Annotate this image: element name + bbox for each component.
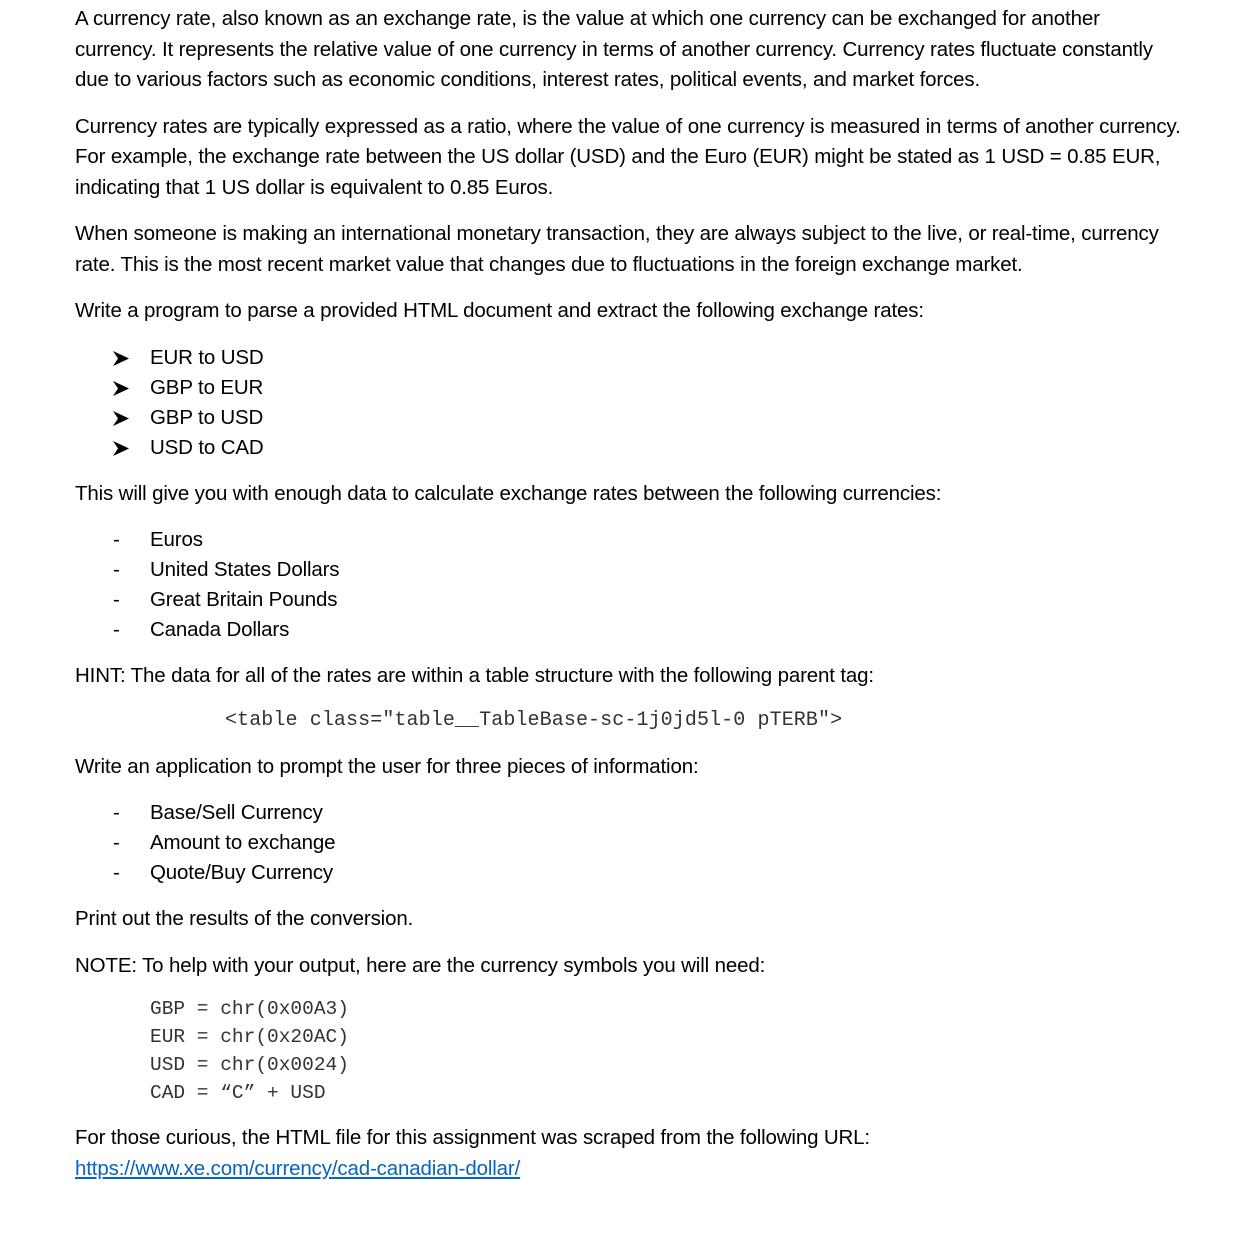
dash-bullet: - [113, 801, 120, 824]
currency-label: United States Dollars [150, 558, 340, 581]
source-url-link[interactable]: https://www.xe.com/currency/cad-canadian-dollar/ [75, 1156, 521, 1180]
prompt-paragraph: Write an application to prompt the user for three pieces of information: [75, 754, 699, 778]
dash-bullet: - [113, 528, 120, 551]
hint-paragraph: HINT: The data for all of the rates are within a table structure with the following parent tag: [75, 664, 874, 687]
symbol-line: USD = chr(0x0024) [150, 1054, 349, 1076]
symbol-line: EUR = chr(0x20AC) [150, 1026, 349, 1048]
print-paragraph: Print out the results of the conversion. [75, 907, 414, 930]
list-item [75, 615, 1185, 645]
hint-code-snippet: <table class="table__TableBase-sc-1j0jd5l-0 pTERB"> [225, 708, 843, 732]
symbol-line: CAD = “C” + USD [150, 1082, 326, 1104]
list-item [75, 403, 1185, 433]
prompt-label: Amount to exchange [150, 831, 336, 854]
rate-pair-label: GBP to EUR [150, 375, 264, 399]
note-paragraph: NOTE: To help with your output, here are the currency symbols you will need: [75, 953, 766, 977]
list-item [75, 525, 1185, 555]
dash-bullet: - [113, 618, 120, 641]
rate-pair-label: EUR to USD [150, 345, 264, 369]
dash-bullet: - [113, 558, 120, 581]
ratio-paragraph: Currency rates are typically expressed as a ratio, where the value of one currency is measured in terms of another currency. For example, the exchange rate between the US dollar (USD) and the Euro (EUR) might be stated as 1 USD = 0.85 EUR, indicating that 1 US dollar is equivalent to 0.85 Euros. [75, 114, 1181, 199]
currencies-list [75, 525, 1185, 645]
list-item [75, 858, 1185, 888]
arrow-bullet-icon [113, 433, 133, 456]
dash-bullet: - [113, 861, 120, 884]
list-item [75, 798, 1185, 828]
currency-label: Canada Dollars [150, 618, 290, 641]
symbol-line: GBP = chr(0x00A3) [150, 998, 349, 1020]
curious-text: For those curious, the HTML file for this assignment was scraped from the following URL: [75, 1126, 870, 1149]
currency-symbols-code [150, 995, 1185, 1107]
currency-label: Euros [150, 528, 203, 551]
rate-pair-label: GBP to USD [150, 405, 264, 429]
curious-paragraph [75, 1123, 1185, 1184]
list-item [75, 343, 1185, 373]
rate-pairs-list [75, 343, 1185, 463]
enough-data-paragraph: This will give you with enough data to calculate exchange rates between the following currencies: [75, 481, 942, 505]
arrow-bullet-icon [113, 403, 133, 426]
task-paragraph: Write a program to parse a provided HTML document and extract the following exchange rates: [75, 299, 924, 322]
list-item [75, 555, 1185, 585]
prompt-label: Quote/Buy Currency [150, 861, 334, 884]
list-item [75, 433, 1185, 463]
intro-paragraph: A currency rate, also known as an exchange rate, is the value at which one currency can be exchanged for another currency. It represents the relative value of one currency in terms of another currency. Currency rates fluctuate constantly due to various factors such as economic conditions, interest rates, political events, and market forces. [75, 7, 1153, 91]
dash-bullet: - [113, 588, 120, 611]
live-rate-paragraph: When someone is making an international monetary transaction, they are always subject to the live, or real-time, currency rate. This is the most recent market value that changes due to fluctuations in the foreign exchange market. [75, 222, 1159, 276]
prompt-label: Base/Sell Currency [150, 801, 323, 824]
list-item [75, 585, 1185, 615]
currency-label: Great Britain Pounds [150, 588, 338, 611]
dash-bullet: - [113, 831, 120, 854]
list-item [75, 828, 1185, 858]
list-item [75, 373, 1185, 403]
arrow-bullet-icon [113, 373, 133, 396]
document-page [75, 4, 1185, 1200]
rate-pair-label: USD to CAD [150, 435, 264, 459]
arrow-bullet-icon [113, 343, 133, 366]
prompts-list [75, 798, 1185, 888]
